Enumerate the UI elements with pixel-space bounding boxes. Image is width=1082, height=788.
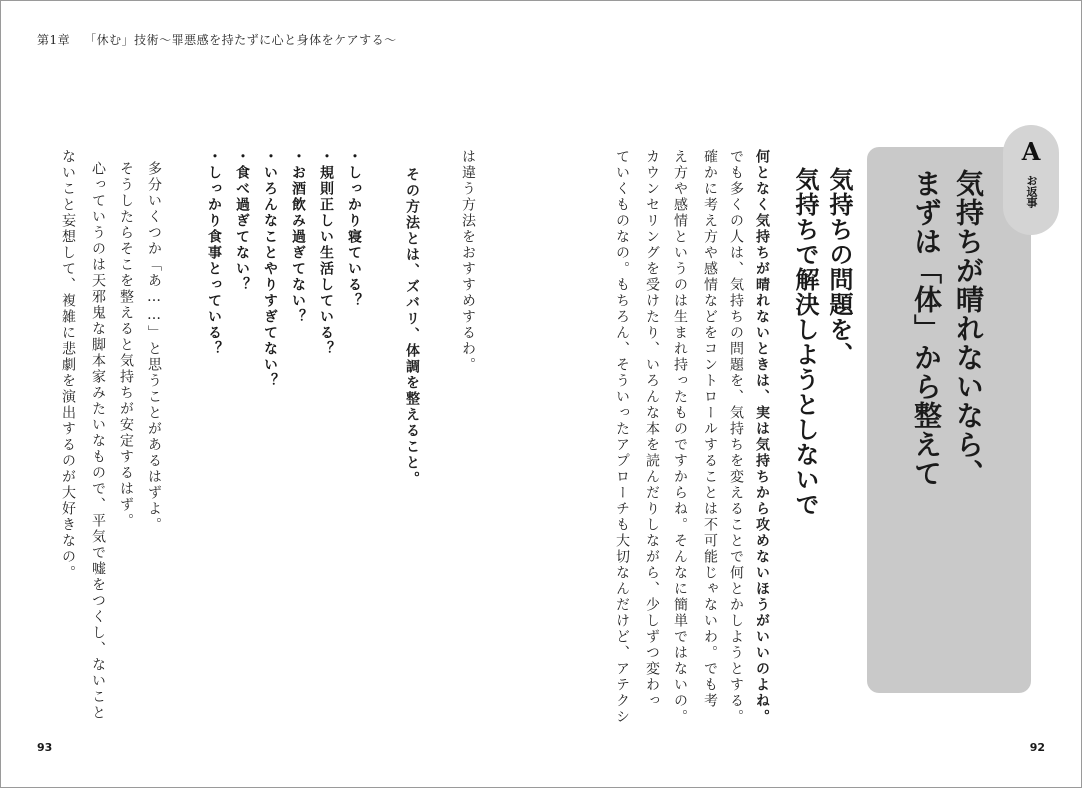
right-body-line-3: 確かに考え方や感情などをコントロールすることは不可能じゃないわ。でも考 bbox=[702, 149, 718, 709]
running-head bbox=[37, 31, 397, 48]
left-body-para-1: 多分いくつか「あ……」と思うことがあるはずよ。 bbox=[146, 161, 162, 533]
subheading-line-1: 気持ちの問題を、 bbox=[825, 167, 853, 367]
checklist-item-1: ・しっかり寝ている？ bbox=[346, 149, 362, 309]
right-body-line-1: 何となく気持ちが晴れないときは、実は気持ちから攻めないほうがいいのよね。 bbox=[754, 149, 770, 725]
left-body-line-2: その方法とは、ズバリ、体調を整えること。 bbox=[404, 167, 420, 487]
heading-line-2: まずは「体」から整えて bbox=[910, 169, 943, 488]
checklist-item-2: ・規則正しい生活している？ bbox=[318, 149, 334, 357]
right-body-line-5: カウンセリングを受けたり、いろんな本を読んだりしながら、少しずつ変わっ bbox=[644, 149, 660, 709]
right-body-line-4: え方や感情というのは生まれ持ったものですからね。そんなに簡単ではないの。 bbox=[672, 149, 688, 725]
badge-label: お返事 bbox=[1025, 175, 1038, 208]
checklist-item-4: ・いろんなことやりすぎてない？ bbox=[262, 149, 278, 389]
page-number-right: 92 bbox=[1029, 741, 1045, 754]
checklist-item-3: ・お酒飲み過ぎてない？ bbox=[290, 149, 306, 325]
chapter-number: 第1章 bbox=[37, 33, 71, 47]
left-body-para-3: 心っていうのは天邪鬼な脚本家みたいなもので、平気で嘘をつくし、ないこと bbox=[90, 161, 106, 721]
page-number-left: 93 bbox=[37, 741, 53, 754]
left-body-para-2: そうしたらそこを整えると気持ちが安定するはず。 bbox=[118, 161, 134, 529]
left-body-para-4: ないこと妄想して、複雑に悲劇を演出するのが大好きなの。 bbox=[60, 149, 76, 581]
left-body-line-1: は違う方法をおすすめするわ。 bbox=[460, 149, 476, 373]
chapter-title: 「休む」技術〜罪悪感を持たずに心と身体をケアする〜 bbox=[84, 33, 397, 47]
right-body-line-2: でも多くの人は、気持ちの問題を、気持ちを変えることで何とかしようとする。 bbox=[728, 149, 744, 725]
right-body-line-6: ていくものなの。もちろん、そういったアプローチも大切なんだけど、アテクシ bbox=[614, 149, 630, 725]
badge-letter: A bbox=[1021, 137, 1041, 166]
checklist-item-6: ・しっかり食事とっている？ bbox=[206, 149, 222, 357]
checklist-item-5: ・食べ過ぎてない？ bbox=[234, 149, 250, 293]
heading-line-1: 気持ちが晴れないなら、 bbox=[952, 169, 985, 488]
heading-banner bbox=[867, 147, 1031, 693]
subheading-line-2: 気持ちで解決しようとしないで bbox=[791, 167, 819, 517]
